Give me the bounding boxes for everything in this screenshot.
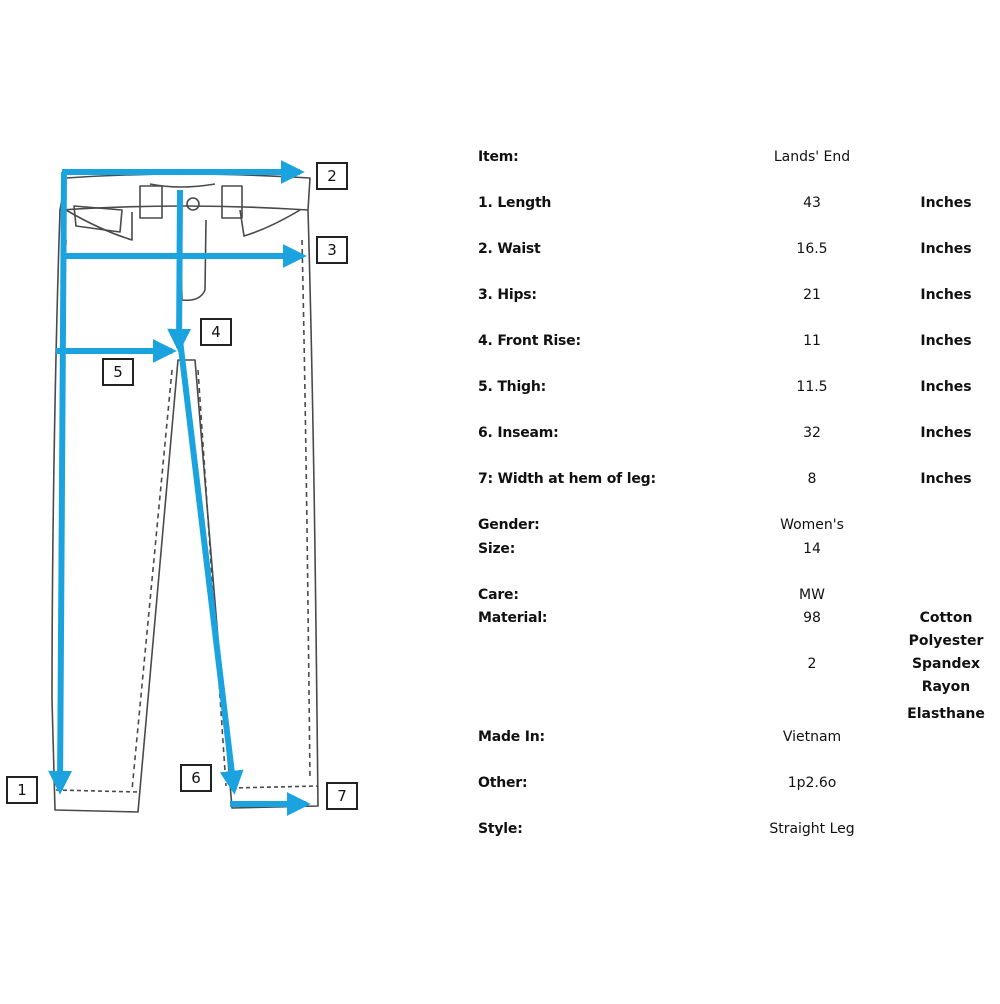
marker-5: 5: [102, 358, 134, 386]
marker-2: 2: [316, 162, 348, 190]
fiber-cotton: Cotton: [919, 610, 973, 626]
size-label: Size:: [478, 541, 516, 557]
thigh-value: 11.5: [796, 379, 828, 395]
gender-label: Gender:: [478, 517, 540, 533]
marker-1: 1: [6, 776, 38, 804]
hips-unit: Inches: [920, 287, 972, 303]
marker-3: 3: [316, 236, 348, 264]
fiber-spandex: Spandex: [911, 656, 981, 672]
pocket-right: [240, 210, 300, 236]
thigh-unit: Inches: [920, 379, 972, 395]
made-in-value: Vietnam: [782, 729, 842, 745]
inseam-unit: Inches: [920, 425, 972, 441]
front-rise-value: 11: [803, 333, 821, 349]
style-label: Style:: [478, 821, 523, 837]
length-label: 1. Length: [478, 195, 552, 211]
material-label: Material:: [478, 610, 548, 626]
inseam-label: 6. Inseam:: [478, 425, 559, 441]
material-value-1: 98: [803, 610, 821, 626]
hips-value: 21: [803, 287, 821, 303]
style-value: Straight Leg: [769, 821, 855, 837]
other-value: 1p2.6o: [787, 775, 837, 791]
length-unit: Inches: [920, 195, 972, 211]
belt-loop-left: [140, 186, 162, 218]
waist-label: 2. Waist: [478, 241, 541, 257]
measurement-arrows: [56, 172, 306, 804]
care-value: MW: [799, 587, 825, 603]
inseam-arrow: [180, 340, 234, 790]
hem-width-value: 8: [807, 471, 817, 487]
waistband: [60, 174, 310, 210]
item-value: Lands' End: [773, 149, 851, 165]
thigh-label: 5. Thigh:: [478, 379, 547, 395]
material-value-2: 2: [807, 656, 817, 672]
jeans-outline: [52, 174, 318, 812]
front-rise-arrow: [179, 190, 180, 348]
outseam-right: [302, 240, 310, 780]
hem-right: [232, 786, 318, 788]
waist-unit: Inches: [920, 241, 972, 257]
inseam-right: [198, 370, 226, 786]
marker-4: 4: [200, 318, 232, 346]
length-value: 43: [803, 195, 821, 211]
hem-width-label: 7: Width at hem of leg:: [478, 471, 656, 487]
jeans-measurement-diagram: [0, 0, 470, 1000]
hips-label: 3. Hips:: [478, 287, 537, 303]
other-label: Other:: [478, 775, 528, 791]
item-label: Item:: [478, 149, 519, 165]
size-value: 14: [803, 541, 821, 557]
waist-value: 16.5: [796, 241, 828, 257]
fiber-polyester: Polyester: [908, 633, 984, 649]
fiber-elasthane: Elasthane: [907, 706, 985, 722]
inseam-left: [132, 370, 172, 790]
belt-loop-right: [222, 186, 242, 218]
fiber-rayon: Rayon: [921, 679, 971, 695]
hem-left: [56, 790, 138, 792]
front-rise-unit: Inches: [920, 333, 972, 349]
fly-stitch: [180, 218, 206, 300]
jeans-sketch: [0, 0, 470, 1000]
made-in-label: Made In:: [478, 729, 545, 745]
marker-7: 7: [326, 782, 358, 810]
gender-value: Women's: [780, 517, 844, 533]
inseam-value: 32: [803, 425, 821, 441]
button: [187, 198, 199, 210]
hem-width-unit: Inches: [920, 471, 972, 487]
length-arrow: [60, 172, 64, 790]
front-rise-label: 4. Front Rise:: [478, 333, 581, 349]
care-label: Care:: [478, 587, 519, 603]
marker-6: 6: [180, 764, 212, 792]
